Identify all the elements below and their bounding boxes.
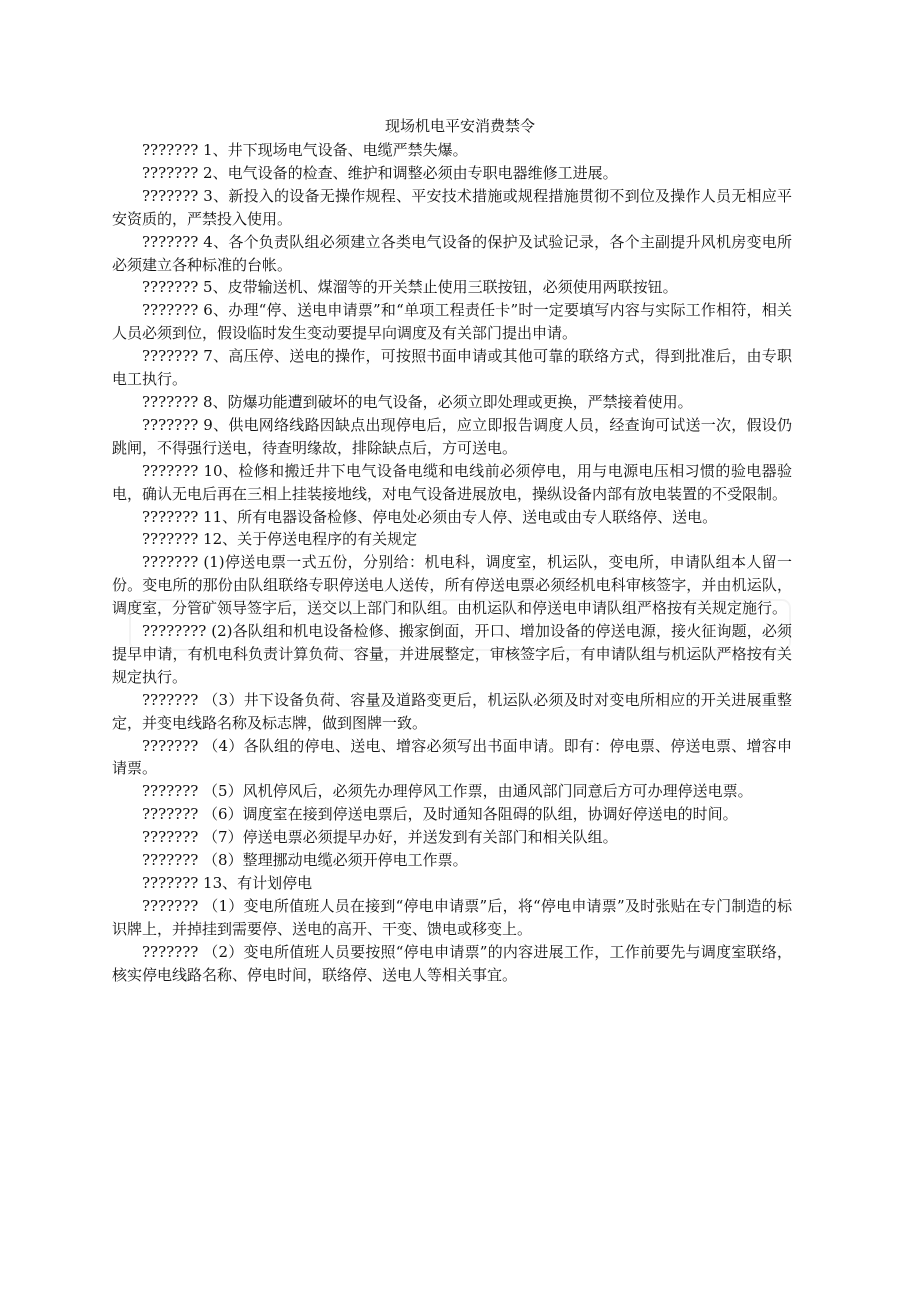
paragraph: ??????? (1)停送电票一式五份，分别给：机电科，调度室，机运队，变电所，申请队组本人留一份。变电所的那份由队组联络专职停送电人送传，所有停送电票必须经机电科审核签字，并由机运队，调度室，分管矿领导签字后，送交以上部门和队组。由机运队和停送电申请队组严格按有关规定施行。 [112, 553, 792, 618]
paragraph: ??????? 5、皮带输送机、煤溜等的开关禁止使用三联按钮，必须使用两联按钮。 [142, 278, 678, 297]
paragraph: ??????? （3）井下设备负荷、容量及道路变更后，机运队必须及时对变电所相应的开关进展重整定，并变电线路名称及标志牌，做到图牌一致。 [112, 690, 792, 732]
paragraph: ??????? 11、所有电器设备检修、停电处必须由专人停、送电或由专人联络停、送电。 [142, 507, 718, 526]
paragraph: ??????? 7、高压停、送电的操作，可按照书面申请或其他可靠的联络方式，得到批准后，由专职电工执行。 [112, 347, 792, 389]
paragraph: ??????? （2）变电所值班人员要按照“停电申请票”的内容进展工作，工作前要先与调度室联络，核实停电线路名称、停电时间，联络停、送电人等相关事宜。 [112, 942, 792, 984]
paragraph: ??????? （4）各队组的停电、送电、增容必须写出书面申请。即有：停电票、停送电票、增容申请票。 [112, 736, 792, 778]
paragraph: ??????? （6）调度室在接到停送电票后，及时通知各阻碍的队组，协调好停送电的时间。 [142, 805, 738, 824]
paragraph: ??????? 12、关于停送电程序的有关规定 [142, 530, 418, 549]
paragraph: ??????? 10、检修和搬迁井下电气设备电缆和电线前必须停电，用与电源电压相习惯的验电器验电，确认无电后再在三相上挂装接地线，对电气设备进展放电，操纵设备内部有放电装置的不受限制。 [112, 461, 792, 503]
paragraph: ??????? （1）变电所值班人员在接到“停电申请票”后，将“停电申请票”及时张贴在专门制造的标识牌上，并掉挂到需要停、送电的高开、干变、馈电或移变上。 [112, 896, 792, 938]
paragraph: ??????? 2、电气设备的检查、维护和调整必须由专职电器维修工进展。 [142, 163, 618, 182]
paragraph: ??????? （5）风机停风后，必须先办理停风工作票，由通风部门同意后方可办理停送电票。 [142, 782, 753, 801]
paragraph: ??????? 13、有计划停电 [142, 874, 313, 892]
paragraph: ??????? 4、各个负责队组必须建立各类电气设备的保护及试验记录，各个主副提升风机房变电所必须建立各种标准的台帐。 [112, 232, 792, 274]
document-body [112, 139, 792, 987]
paragraph: ??????? 1、井下现场电气设备、电缆严禁失爆。 [142, 141, 468, 159]
paragraph: ??????? （7）停送电票必须提早办好，并送发到有关部门和相关队组。 [142, 828, 618, 847]
paragraph: ??????? 3、新投入的设备无操作规程、平安技术措施或规程措施贯彻不到位及操作人员无相应平安资质的，严禁投入使用。 [112, 186, 792, 228]
document-title: 现场机电平安消费禁令 [384, 117, 535, 135]
paragraph: ??????? 9、供电网络线路因缺点出现停电后，应立即报告调度人员，经查询可试送一次，假设仍跳闸，不得强行送电，待查明缘故，排除缺点后，方可送电。 [112, 415, 792, 457]
paragraph: ??????? 6、办理“停、送电申请票”和“单项工程责任卡”时一定要填写内容与实际工作相符，相关人员必须到位，假设临时发生变动要提早向调度及有关部门提出申请。 [112, 301, 792, 343]
paragraph: ??????? 8、防爆功能遭到破坏的电气设备，必须立即处理或更换，严禁接着使用。 [142, 392, 693, 411]
paragraph: ??????? （8）整理挪动电缆必须开停电工作票。 [142, 851, 468, 870]
paragraph: ???????? (2)各队组和机电设备检修、搬家倒面，开口、增加设备的停送电源，接火征询题，必须提早申请，有机电科负责计算负荷、容量，并进展整定，审核签字后，有申请队组与机运队严格按有关规定执行。 [112, 622, 792, 686]
